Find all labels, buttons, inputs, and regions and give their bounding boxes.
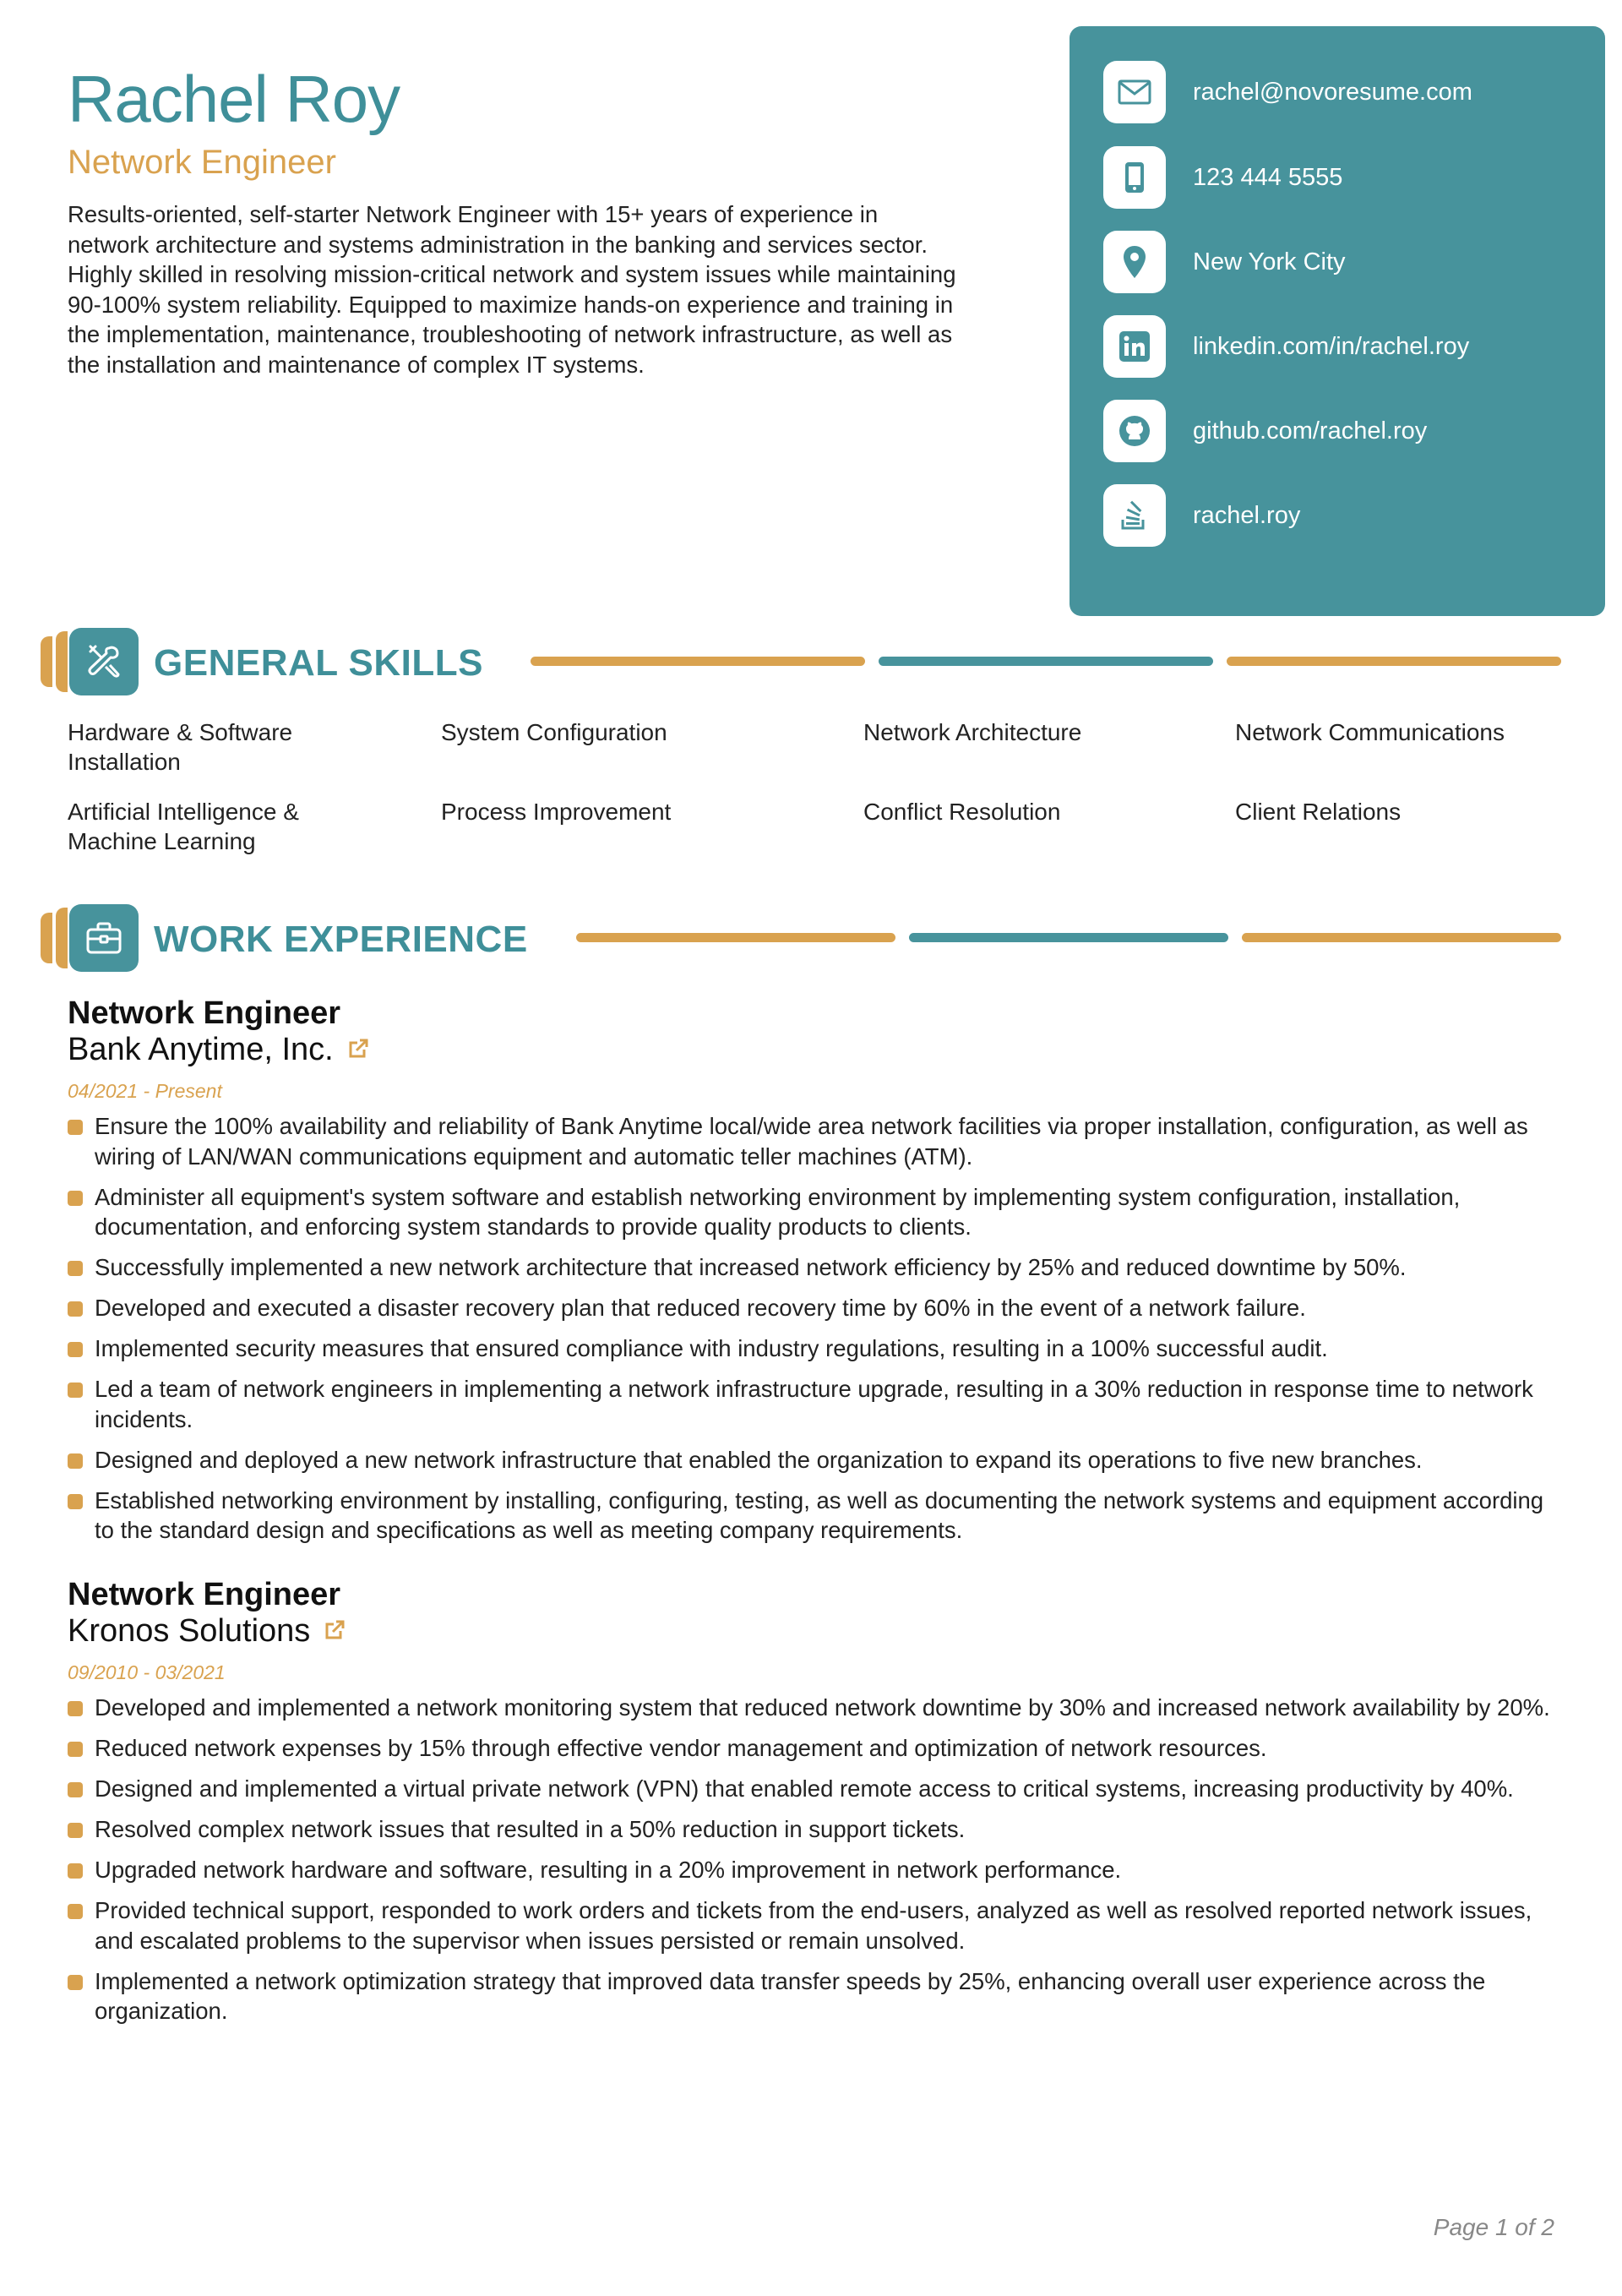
bullet-text: Reduced network expenses by 15% through effective vendor management and optimization of network resources.: [95, 1735, 1267, 1761]
email-text: rachel@novoresume.com: [1193, 78, 1472, 106]
skill-item: Network Architecture: [863, 719, 1082, 745]
job-bullet: [68, 1111, 1554, 1171]
bullet-text: Successfully implemented a new network architecture that increased network efficiency by 25% and reduced downtime by 50%.: [95, 1254, 1407, 1280]
bullet-marker: [68, 1342, 83, 1357]
contact-stackoverflow[interactable]: [1103, 483, 1300, 548]
contact-panel: [1070, 26, 1605, 616]
company-text: Bank Anytime, Inc.: [68, 1032, 334, 1067]
bullet-marker: [68, 1261, 83, 1276]
phone-text: 123 444 5555: [1193, 163, 1343, 191]
bullet-marker: [68, 1701, 83, 1716]
linkedin-text: linkedin.com/in/rachel.roy: [1193, 332, 1470, 360]
linkedin-icon: [1103, 315, 1166, 378]
bullet-marker: [68, 1301, 83, 1317]
skill-item: System Configuration: [441, 719, 667, 745]
contact-phone[interactable]: [1103, 145, 1342, 210]
candidate-role: Network Engineer: [68, 144, 336, 181]
bullet-text: Resolved complex network issues that resulted in a 50% reduction in support tickets.: [95, 1816, 966, 1842]
bullet-text: Led a team of network engineers in implementing a network infrastructure upgrade, resulting in a 30% reduction in response time to network incidents.: [95, 1376, 1533, 1432]
job-bullet: [68, 1895, 1554, 1955]
divider-bar: [909, 933, 1228, 942]
github-text: github.com/rachel.roy: [1193, 417, 1428, 444]
job-bullet: [68, 1252, 1554, 1283]
job-bullet: [68, 1445, 1554, 1475]
header-tab-decoration: [41, 913, 52, 963]
bullet-text: Implemented a network optimization strategy that improved data transfer speeds by 25%, enhancing overall user experience across the organization.: [95, 1967, 1486, 2024]
job-bullet-list: [68, 1693, 1554, 2037]
skills-section-title: GENERAL SKILLS: [154, 642, 484, 684]
page-number: Page 1 of 2: [1433, 2214, 1554, 2240]
job-bullet: [68, 1374, 1554, 1434]
skill-item: Artificial Intelligence & Machine Learning: [68, 799, 299, 854]
divider-bar: [576, 933, 895, 942]
company-name[interactable]: [68, 1033, 369, 1066]
divider-bar: [531, 657, 865, 666]
stackoverflow-text: rachel.roy: [1193, 501, 1301, 529]
bullet-marker: [68, 1863, 83, 1879]
stack-overflow-icon: [1103, 484, 1166, 547]
bullet-marker: [68, 1383, 83, 1398]
divider-bar: [879, 657, 1213, 666]
skill-item: Hardware & Software Installation: [68, 719, 293, 775]
skill-item: Conflict Resolution: [863, 799, 1061, 825]
divider-bar: [1242, 933, 1561, 942]
bullet-text: Established networking environment by installing, configuring, testing, as well as documenting the network systems and equipment according to the standard design and specifications as well as meeting company requirements.: [95, 1486, 1544, 1543]
location-pin-icon: [1103, 231, 1166, 293]
bullet-marker: [68, 1975, 83, 1990]
company-text: Kronos Solutions: [68, 1613, 311, 1649]
bullet-marker: [68, 1120, 83, 1135]
skill-item: Network Communications: [1235, 719, 1505, 745]
job-bullet: [68, 1182, 1554, 1242]
briefcase-icon: [69, 904, 139, 972]
bullet-marker: [68, 1904, 83, 1919]
profile-summary: Results-oriented, self-starter Network Engineer with 15+ years of experience in network architecture and systems administration in the banking and services sector. Highly skilled in resolving mission-critical network and system issues while maintaining 90-100% system reliability. Equipped to maximize hands-on experience and training in the implementation, maintenance, troubleshooting of network infrastructure, as well as the installation and maintenance of complex IT systems.: [68, 201, 956, 378]
bullet-marker: [68, 1494, 83, 1509]
company-name[interactable]: [68, 1615, 346, 1647]
location-text: New York City: [1193, 248, 1346, 275]
phone-icon: [1103, 146, 1166, 209]
job-dates: 04/2021 - Present: [68, 1080, 222, 1102]
job-bullet: [68, 1733, 1554, 1764]
bullet-marker: [68, 1191, 83, 1206]
bullet-text: Provided technical support, responded to work orders and tickets from the end-users, analyzed as well as resolved reported network issues, and escalated problems to the supervisor when issues persisted or remain unsolved.: [95, 1897, 1532, 1954]
bullet-text: Developed and implemented a network monitoring system that reduced network downtime by 30% and increased network availability by 20%.: [95, 1694, 1550, 1721]
bullet-marker: [68, 1823, 83, 1838]
experience-section-title: WORK EXPERIENCE: [154, 919, 528, 960]
tools-icon: [69, 628, 139, 695]
bullet-text: Ensure the 100% availability and reliability of Bank Anytime local/wide area network facilities via proper installation, configuration, as well as wiring of LAN/WAN communications equipment and automatic teller machines (ATM).: [95, 1113, 1528, 1170]
contact-email[interactable]: [1103, 60, 1472, 124]
job-bullet: [68, 1293, 1554, 1323]
envelope-icon: [1103, 61, 1166, 123]
bullet-marker: [68, 1453, 83, 1469]
job-bullet: [68, 1855, 1554, 1885]
job-bullet-list: [68, 1111, 1554, 1556]
job-bullet: [68, 1774, 1554, 1804]
contact-location: [1103, 230, 1346, 294]
job-bullet: [68, 1966, 1554, 2026]
candidate-name: Rachel Roy: [68, 62, 400, 136]
job-title: Network Engineer: [68, 995, 341, 1031]
github-icon: [1103, 400, 1166, 462]
header-tab-decoration: [41, 636, 52, 687]
bullet-text: Implemented security measures that ensured compliance with industry regulations, resulting in a 100% successful audit.: [95, 1335, 1328, 1361]
job-bullet: [68, 1486, 1554, 1546]
header-tab-decoration: [56, 908, 68, 968]
job-dates: 09/2010 - 03/2021: [68, 1661, 226, 1683]
bullet-text: Upgraded network hardware and software, resulting in a 20% improvement in network performance.: [95, 1857, 1122, 1883]
job-title: Network Engineer: [68, 1577, 341, 1612]
divider-bar: [1227, 657, 1561, 666]
job-bullet: [68, 1333, 1554, 1364]
bullet-text: Administer all equipment's system software and establish networking environment by implementing system configuration, installation, documentation, and enforcing system standards to provide quality products to clients.: [95, 1183, 1461, 1240]
contact-linkedin[interactable]: [1103, 314, 1469, 379]
bullet-text: Developed and executed a disaster recovery plan that reduced recovery time by 60% in the event of a network failure.: [95, 1295, 1306, 1321]
bullet-text: Designed and implemented a virtual private network (VPN) that enabled remote access to critical systems, increasing productivity by 40%.: [95, 1775, 1514, 1802]
job-bullet: [68, 1814, 1554, 1845]
skill-item: Client Relations: [1235, 799, 1402, 825]
bullet-marker: [68, 1742, 83, 1757]
bullet-text: Designed and deployed a new network infrastructure that enabled the organization to expand its operations to five new branches.: [95, 1446, 1423, 1473]
job-bullet: [68, 1693, 1554, 1723]
skill-item: Process Improvement: [441, 799, 672, 825]
external-link-icon[interactable]: [324, 1615, 346, 1647]
bullet-marker: [68, 1782, 83, 1797]
header-tab-decoration: [56, 631, 68, 692]
external-link-icon[interactable]: [347, 1033, 369, 1066]
contact-github[interactable]: [1103, 399, 1427, 463]
